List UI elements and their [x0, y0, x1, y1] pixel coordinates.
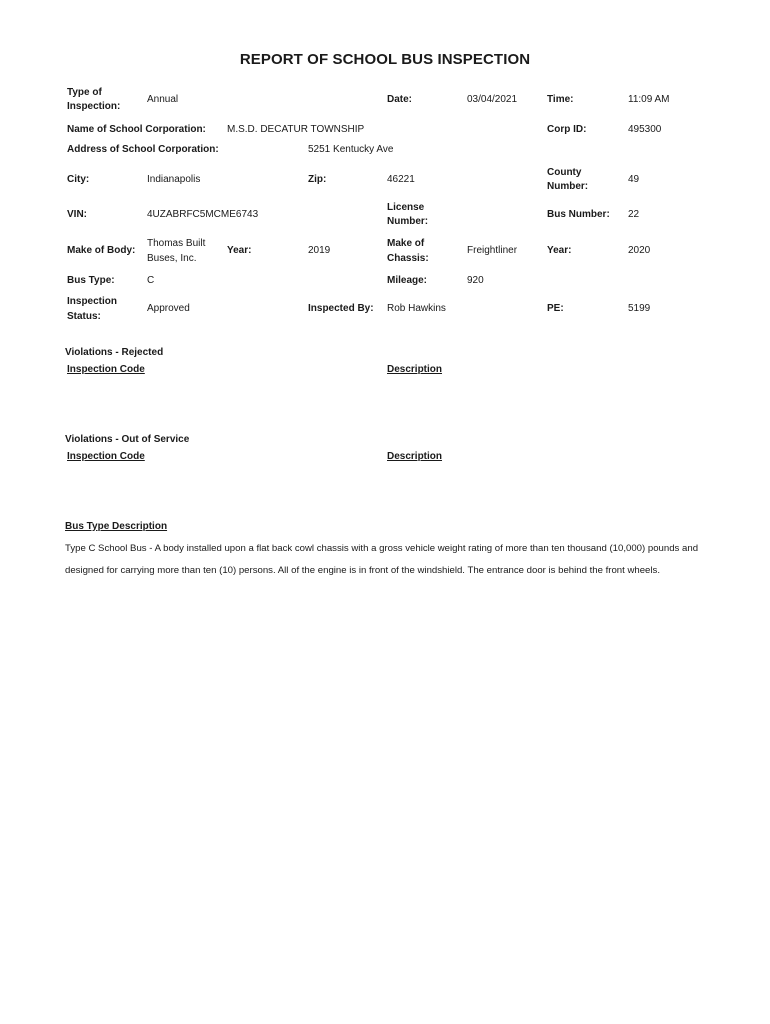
violations-rejected-code-header: Inspection Code	[67, 364, 145, 375]
chassis-year-value: 2020	[628, 245, 651, 256]
violations-rejected-description-header: Description	[387, 364, 443, 375]
type-of-inspection-label-1: Type of	[67, 87, 102, 98]
time-value: 11:09 AM	[628, 94, 670, 105]
time-label: Time:	[547, 94, 574, 105]
date-label: Date:	[387, 94, 413, 105]
inspection-status-value: Approved	[147, 303, 190, 314]
date-value: 03/04/2021	[467, 94, 518, 105]
county-number-label-1: County	[547, 167, 582, 178]
vin-value: 4UZABRFC5MCME6743	[147, 209, 259, 220]
violations-oos-code-header: Inspection Code	[67, 451, 145, 462]
school-corporation-value: M.S.D. DECATUR TOWNSHIP	[227, 124, 365, 135]
bus-type-value: C	[147, 275, 155, 286]
make-of-chassis-label-1: Make of	[387, 238, 425, 249]
address-value: 5251 Kentucky Ave	[308, 144, 394, 155]
type-of-inspection-label-2: Inspection:	[67, 101, 121, 112]
bus-type-description-text: Type C School Bus - A body installed upon a flat back cowl chassis with a gross vehicle weight rating of more than ten thousand (10,000) pounds and designed for carrying more than ten (10) persons. All of the engine is in front of the windshield. The entrance door is behind the front wheels.	[65, 543, 699, 576]
make-of-chassis-value: Freightliner	[467, 245, 518, 256]
chassis-year-label: Year:	[547, 245, 572, 256]
county-number-value: 49	[628, 174, 640, 185]
county-number-label-2: Number:	[547, 181, 589, 192]
violations-rejected-heading: Violations - Rejected	[65, 347, 164, 358]
license-number-label-1: License	[387, 202, 425, 213]
body-year-label: Year:	[227, 245, 252, 256]
inspected-by-value: Rob Hawkins	[387, 303, 446, 314]
zip-value: 46221	[387, 174, 415, 185]
bus-type-label: Bus Type:	[67, 275, 115, 286]
inspection-status-label-1: Inspection	[67, 296, 118, 307]
mileage-label: Mileage:	[387, 275, 428, 286]
violations-oos-description-header: Description	[387, 451, 443, 462]
body-year-value: 2019	[308, 245, 331, 256]
bus-number-label: Bus Number:	[547, 209, 610, 220]
corp-id-label: Corp ID:	[547, 124, 587, 135]
make-of-body-value-1: Thomas Built	[147, 238, 206, 249]
type-of-inspection-value: Annual	[147, 94, 179, 105]
corp-id-value: 495300	[628, 124, 662, 135]
make-of-body-label: Make of Body:	[67, 245, 136, 256]
vin-label: VIN:	[67, 209, 87, 220]
report-title: REPORT OF SCHOOL BUS INSPECTION	[239, 51, 531, 68]
bus-type-description-heading: Bus Type Description	[65, 521, 168, 532]
address-label: Address of School Corporation:	[67, 144, 219, 155]
city-value: Indianapolis	[147, 174, 201, 185]
bus-number-value: 22	[628, 209, 640, 220]
violations-oos-heading: Violations - Out of Service	[65, 434, 190, 445]
city-label: City:	[67, 174, 90, 185]
pe-value: 5199	[628, 303, 651, 314]
inspection-status-label-2: Status:	[67, 311, 101, 322]
make-of-body-value-2: Buses, Inc.	[147, 253, 197, 264]
zip-label: Zip:	[308, 174, 327, 185]
school-corporation-label: Name of School Corporation:	[67, 124, 206, 135]
make-of-chassis-label-2: Chassis:	[387, 253, 429, 264]
license-number-label-2: Number:	[387, 216, 429, 227]
pe-label: PE:	[547, 303, 564, 314]
mileage-value: 920	[467, 275, 484, 286]
inspected-by-label: Inspected By:	[308, 303, 374, 314]
